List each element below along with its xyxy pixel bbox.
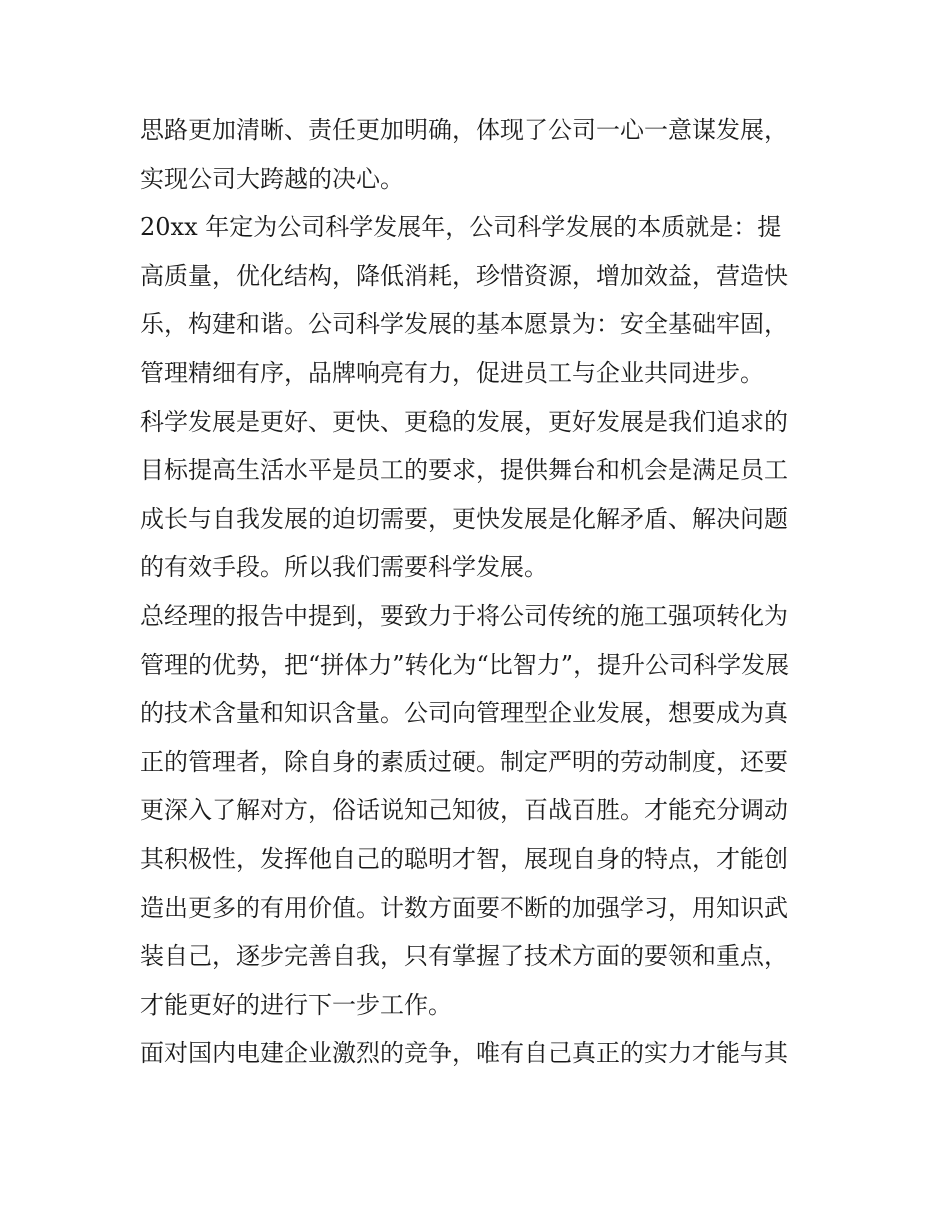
text-line: 其积极性，发挥他自己的聪明才智，展现自身的特点，才能创 (140, 844, 788, 873)
text-line: 的有效手段。所以我们需要科学发展。 (140, 553, 548, 582)
text-line: 更深入了解对方，俗话说知己知彼，百战百胜。才能充分调动 (140, 796, 788, 825)
text-line: 造出更多的有用价值。计数方面要不断的加强学习，用知识武 (140, 893, 788, 922)
text-line: 实现公司大跨越的决心。 (140, 164, 404, 193)
text-line: 成长与自我发展的迫切需要，更快发展是化解矛盾、解决问题 (140, 504, 788, 533)
text-line: 才能更好的进行下一步工作。 (140, 990, 452, 1019)
text-line: 总经理的报告中提到，要致力于将公司传统的施工强项转化为 (140, 601, 788, 630)
text-line: 思路更加清晰、责任更加明确，体现了公司一心一意谋发展， (140, 116, 788, 144)
text-line: 正的管理者，除自身的素质过硬。制定严明的劳动制度，还要 (140, 747, 788, 776)
text-line: 科学发展是更好、更快、更稳的发展，更好发展是我们追求的 (140, 407, 788, 436)
text-line: 装自己，逐步完善自我，只有掌握了技术方面的要领和重点， (140, 942, 788, 971)
text-line: 的技术含量和知识含量。公司向管理型企业发展，想要成为真 (140, 699, 788, 728)
text-line: 管理的优势，把“拼体力”转化为“比智力”，提升公司科学发展 (140, 650, 790, 679)
text-line: 乐，构建和谐。公司科学发展的基本愿景为：安全基础牢固， (140, 310, 788, 339)
text-line: 面对国内电建企业激烈的竞争，唯有自己真正的实力才能与其 (140, 1039, 788, 1068)
text-line: 目标提高生活水平是员工的要求，提供舞台和机会是满足员工 (140, 456, 788, 485)
text-line: 管理精细有序，品牌响亮有力，促进员工与企业共同进步。 (140, 358, 764, 387)
document-body (140, 106, 820, 1078)
text-line: 高质量，优化结构，降低消耗，珍惜资源，增加效益，营造快 (140, 261, 788, 290)
text-line: 20xx 年定为公司科学发展年，公司科学发展的本质就是：提 (140, 213, 782, 242)
